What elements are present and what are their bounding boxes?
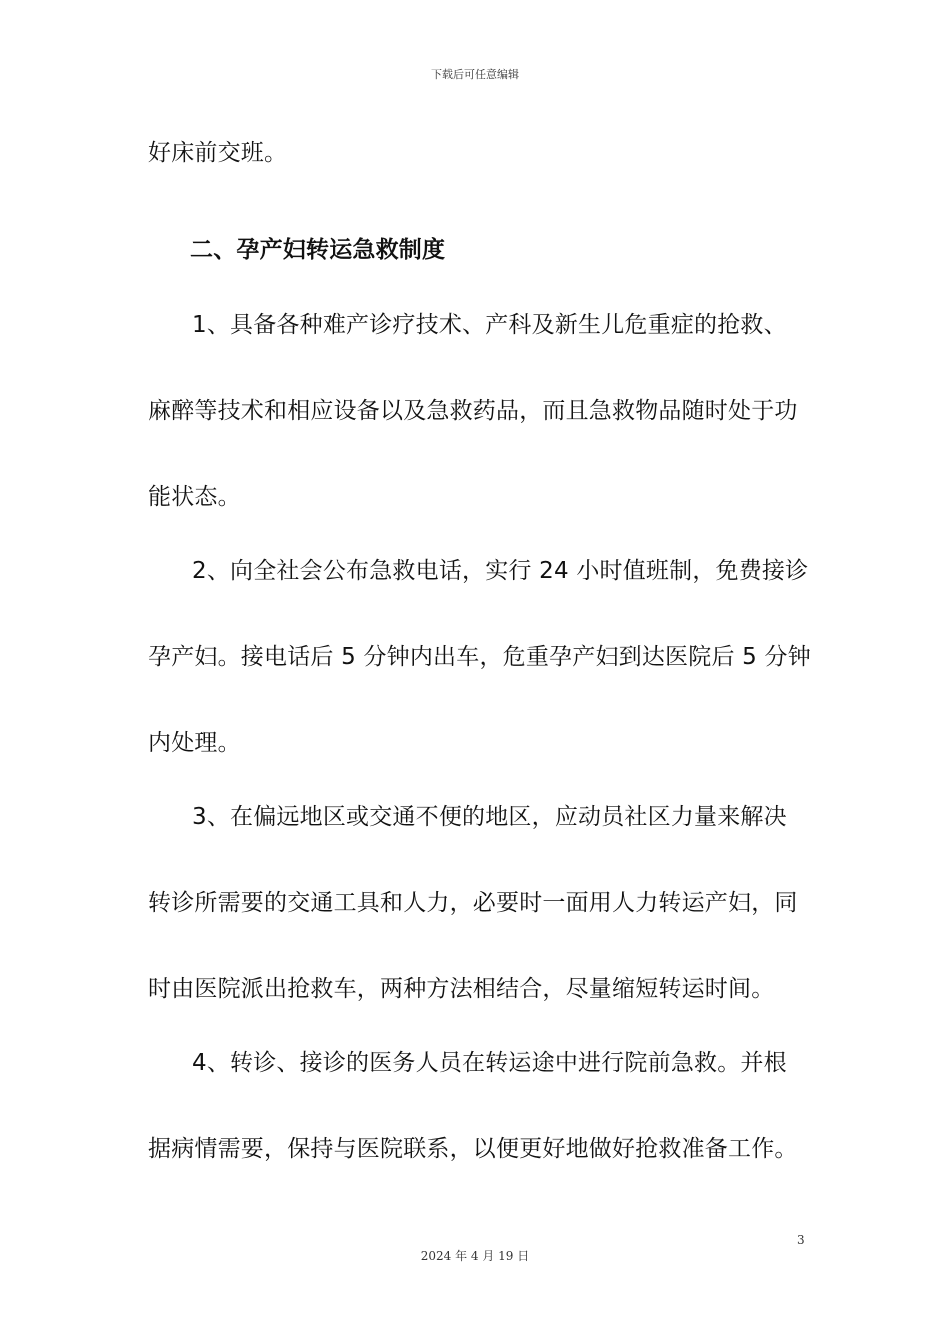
- page-number: 3: [797, 1233, 805, 1247]
- text-line: 2、向全社会公布急救电话，实行 24 小时值班制，免费接诊: [192, 558, 809, 584]
- text-line: 麻醉等技术和相应设备以及急救药品，而且急救物品随时处于功: [148, 398, 798, 424]
- text-line: 3、在偏远地区或交通不便的地区，应动员社区力量来解决: [192, 804, 787, 830]
- text-line: 能状态。: [148, 484, 241, 510]
- footer-date: 2024 年 4 月 19 日: [420, 1249, 530, 1263]
- text-line: 内处理。: [148, 730, 241, 756]
- text-line: 好床前交班。: [148, 140, 288, 166]
- text-line: 转诊所需要的交通工具和人力，必要时一面用人力转运产妇，同: [148, 890, 798, 916]
- page-header-note: 下载后可任意编辑: [431, 68, 519, 81]
- text-line: 时由医院派出抢救车，两种方法相结合，尽量缩短转运时间。: [148, 976, 775, 1002]
- text-line: 据病情需要，保持与医院联系，以便更好地做好抢救准备工作。: [148, 1136, 798, 1162]
- text-line: 4、转诊、接诊的医务人员在转运途中进行院前急救。并根: [192, 1050, 787, 1076]
- text-line: 1、具备各种难产诊疗技术、产科及新生儿危重症的抢救、: [192, 312, 787, 338]
- section-heading: 二、孕产妇转运急救制度: [190, 237, 446, 263]
- text-line: 孕产妇。接电话后 5 分钟内出车，危重孕产妇到达医院后 5 分钟: [148, 644, 811, 670]
